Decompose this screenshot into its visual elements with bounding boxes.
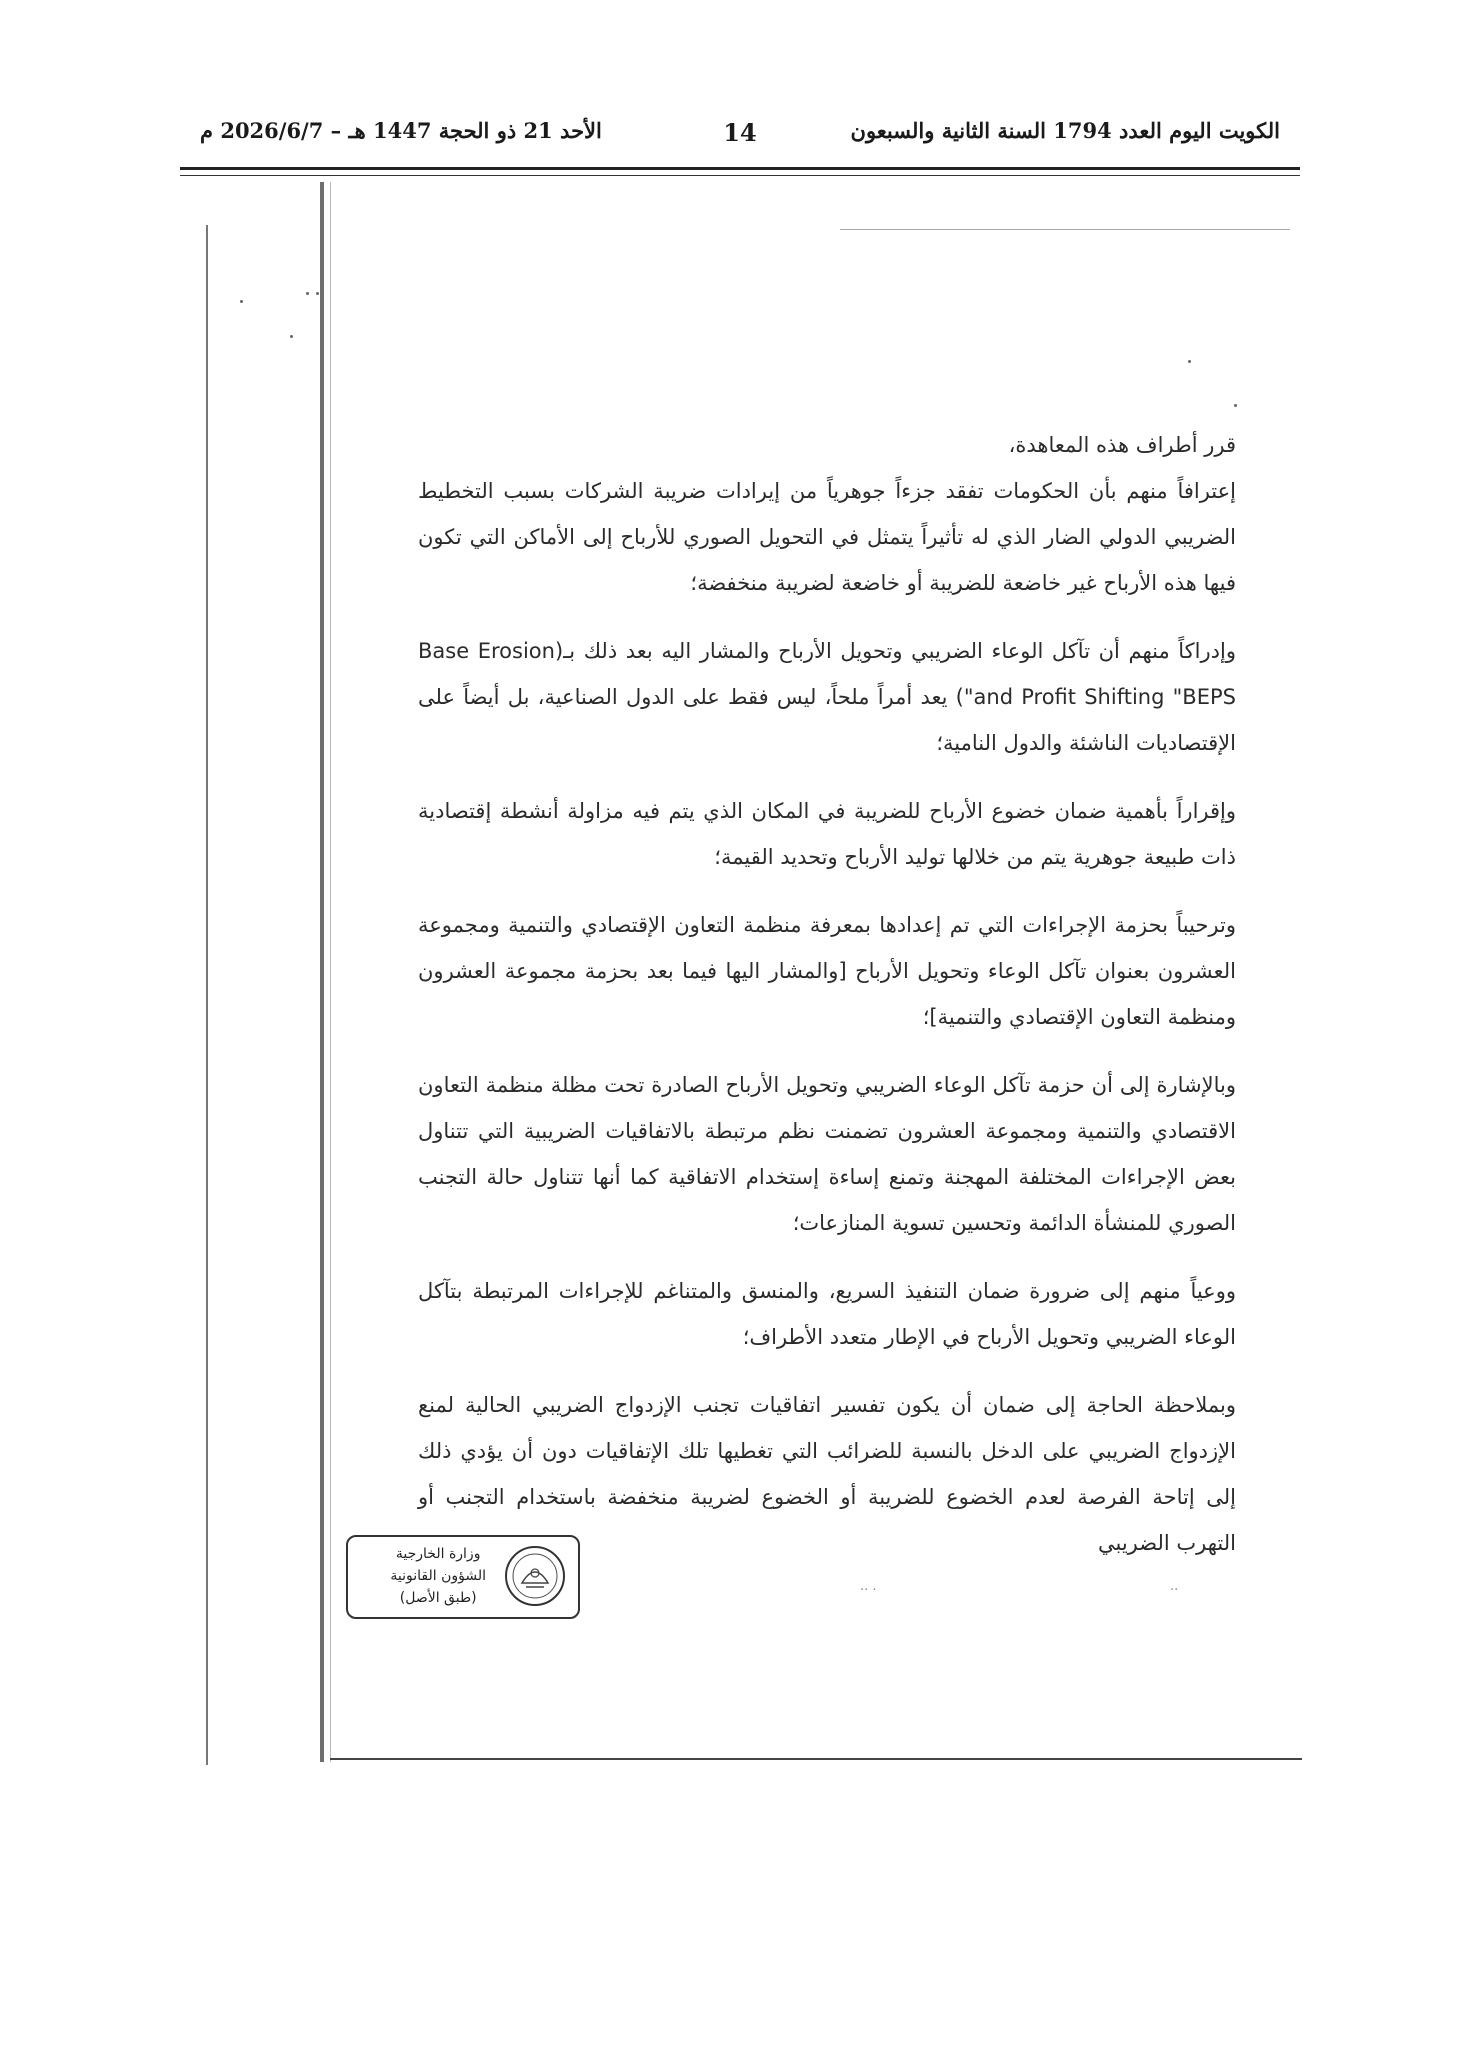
stamp-text [390,1543,486,1609]
paragraph: وإقراراً بأهمية ضمان خضوع الأرباح للضريبة في المكان الذي يتم فيه مزاولة أنشطة إقتصادية ذات طبيعة جوهرية يتم من خلالها توليد الأرباح وتحديد القيمة؛ [418,799,1236,869]
paragraph: ووعياً منهم إلى ضرورة ضمان التنفيذ السريع، والمنسق والمتناغم للإجراءات المرتبطة بتآكل الوعاء الضريبي وتحويل الأرباح في الإطار متعدد الأطراف؛ [418,1279,1236,1349]
scan-speck [1234,404,1237,407]
issue-info: الكويت اليوم العدد 1794 السنة الثانية والسبعون [850,118,1280,143]
header-rule [180,167,1300,170]
document-body [418,422,1236,1588]
scan-mark: ·· · [860,1583,877,1598]
scan-speck [316,292,319,295]
paragraph: وترحيباً بحزمة الإجراءات التي تم إعدادها بمعرفة منظمة التعاون الإقتصادي والتنمية ومجموعة العشرون بعنوان تآكل الوعاء وتحويل الأرباح [والمشار اليها فيما بعد بحزمة مجموعة العشرون ومنظمة التعاون الإقتصادي والتنمية]؛ [418,913,1236,1029]
scan-speck [1188,360,1191,363]
page-number: 14 [723,118,757,147]
paragraph: وبالإشارة إلى أن حزمة تآكل الوعاء الضريبي وتحويل الأرباح الصادرة تحت مظلة منظمة التعاون الاقتصادي والتنمية ومجموعة العشرون تضمنت نظم مرتبطة بالاتفاقيات الضريبية التي تتناول بعض الإجراءات المختلفة المهجنة وتمنع إساءة إستخدام الاتفاقية كما أنها تتناول حالة التجنب الصوري للمنشأة الدائمة وتحسين تسوية المنازعات؛ [418,1073,1236,1235]
stamp-line-department: الشؤون القانونية [390,1568,486,1584]
issue-date: الأحد 21 ذو الحجة 1447 هـ – 2026/6/7 م [200,118,602,143]
scan-margin-line [206,225,208,1765]
scan-frame-left [320,182,324,1762]
page-header [200,118,1280,158]
scan-top-line [840,229,1290,230]
scan-speck [306,292,309,295]
paragraph: وإدراكاً منهم أن تآكل الوعاء الضريبي وتحويل الأرباح والمشار اليه بعد ذلك بـ(Base Erosion and Profit Shifting "BEPS") يعد أمراً ملحاً، ليس فقط على الدول الصناعية، بل أيضاً على الإقتصاديات الناشئة والدول النامية؛ [418,639,1236,755]
scan-frame-left-inner [330,182,331,1762]
header-rule-thin [180,175,1300,176]
paragraph: وبملاحظة الحاجة إلى ضمان أن يكون تفسير اتفاقيات تجنب الإزدواج الضريبي الحالية لمنع الإزدواج الضريبي على الدخل بالنسبة للضرائب التي تغطيها تلك الإتفاقيات دون أن يؤدي ذلك إلى إتاحة الفرصة لعدم الخضوع للضريبة أو الخضوع لضريبة منخفضة باستخدام التجنب أو التهرب الضريبي [418,1393,1236,1555]
scan-mark: ·· [1170,1583,1179,1598]
certification-stamp [346,1535,580,1619]
stamp-line-ministry: وزارة الخارجية [395,1546,481,1562]
scan-speck [240,300,243,303]
paragraph-preamble: قرر أطراف هذه المعاهدة، [1008,433,1236,457]
stamp-line-certified: (طبق الأصل) [399,1590,477,1606]
page-bottom-rule [330,1758,1302,1760]
paragraph: إعترافاً منهم بأن الحكومات تفقد جزءاً جوهرياً من إيرادات ضريبة الشركات بسبب التخطيط الضريبي الدولي الضار الذي له تأثيراً يتمثل في التحويل الصوري للأرباح إلى الأماكن التي تكون فيها هذه الأرباح غير خاضعة للضريبة أو خاضعة لضريبة منخفضة؛ [418,479,1236,595]
emblem-icon [502,1543,568,1609]
scan-speck [290,335,293,338]
